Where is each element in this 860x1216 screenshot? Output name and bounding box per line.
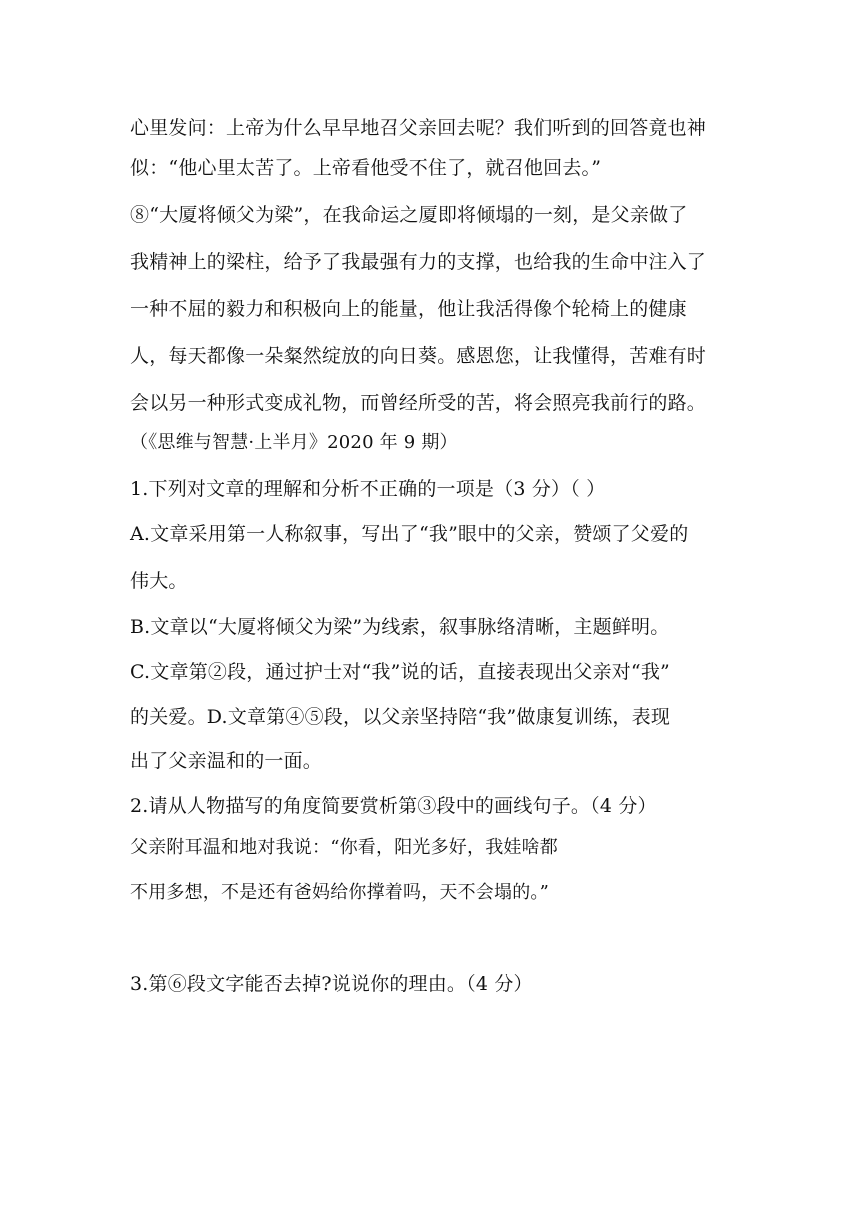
passage-line-2: 似：“他心里太苦了。上帝看他受不住了，就召他回去。” <box>130 157 602 179</box>
source-citation: （《思维与智慧·上半月》2020 年 9 期） <box>130 432 458 453</box>
question-1-option-c-line-1: C.文章第②段，通过护士对“我”说的话，直接表现出父亲对“我” <box>130 661 670 683</box>
passage-line-1: 心里发问：上帝为什么早早地召父亲回去呢？我们听到的回答竟也神 <box>130 117 707 139</box>
question-3-stem: 3.第⑥段文字能否去掉?说说你的理由。（4 分） <box>130 973 533 995</box>
paragraph-8-line-5: 会以另一种形式变成礼物，而曾经所受的苦，将会照亮我前行的路。 <box>130 392 707 414</box>
question-2-stem: 2.请从人物描写的角度简要赏析第③段中的画线句子。（4 分） <box>130 795 657 817</box>
question-1-stem: 1.下列对文章的理解和分析不正确的一项是（3 分）（ ） <box>130 478 606 500</box>
paragraph-8-line-3: 一种不屈的毅力和积极向上的能量，他让我活得像个轮椅上的健康 <box>130 298 687 320</box>
paragraph-8-line-2: 我精神上的梁柱，给予了我最强有力的支撑，也给我的生命中注入了 <box>130 251 707 273</box>
question-1-option-c-d-line-2: 的关爱。D.文章第④⑤段，以父亲坚持陪“我”做康复训练，表现 <box>130 706 671 728</box>
question-1-option-b: B.文章以“大厦将倾父为梁”为线索，叙事脉络清晰，主题鲜明。 <box>130 616 670 638</box>
paragraph-8-line-4: 人，每天都像一朵粲然绽放的向日葵。感恩您，让我懂得，苦难有时 <box>130 345 707 367</box>
question-1-option-a-line-2: 伟大。 <box>130 570 188 592</box>
question-2-quote-line-2: 不用多想，不是还有爸妈给你撑着吗，天不会塌的。” <box>130 882 549 903</box>
question-2-quote-line-1: 父亲附耳温和地对我说：“你看，阳光多好，我娃啥都 <box>130 837 558 858</box>
paragraph-8-line-1: ⑧“大厦将倾父为梁”，在我命运之厦即将倾塌的一刻，是父亲做了 <box>130 204 688 226</box>
question-1-option-a-line-1: A.文章采用第一人称叙事，写出了“我”眼中的父亲，赞颂了父爱的 <box>130 523 689 545</box>
question-1-option-d-line-2: 出了父亲温和的一面。 <box>130 750 323 772</box>
